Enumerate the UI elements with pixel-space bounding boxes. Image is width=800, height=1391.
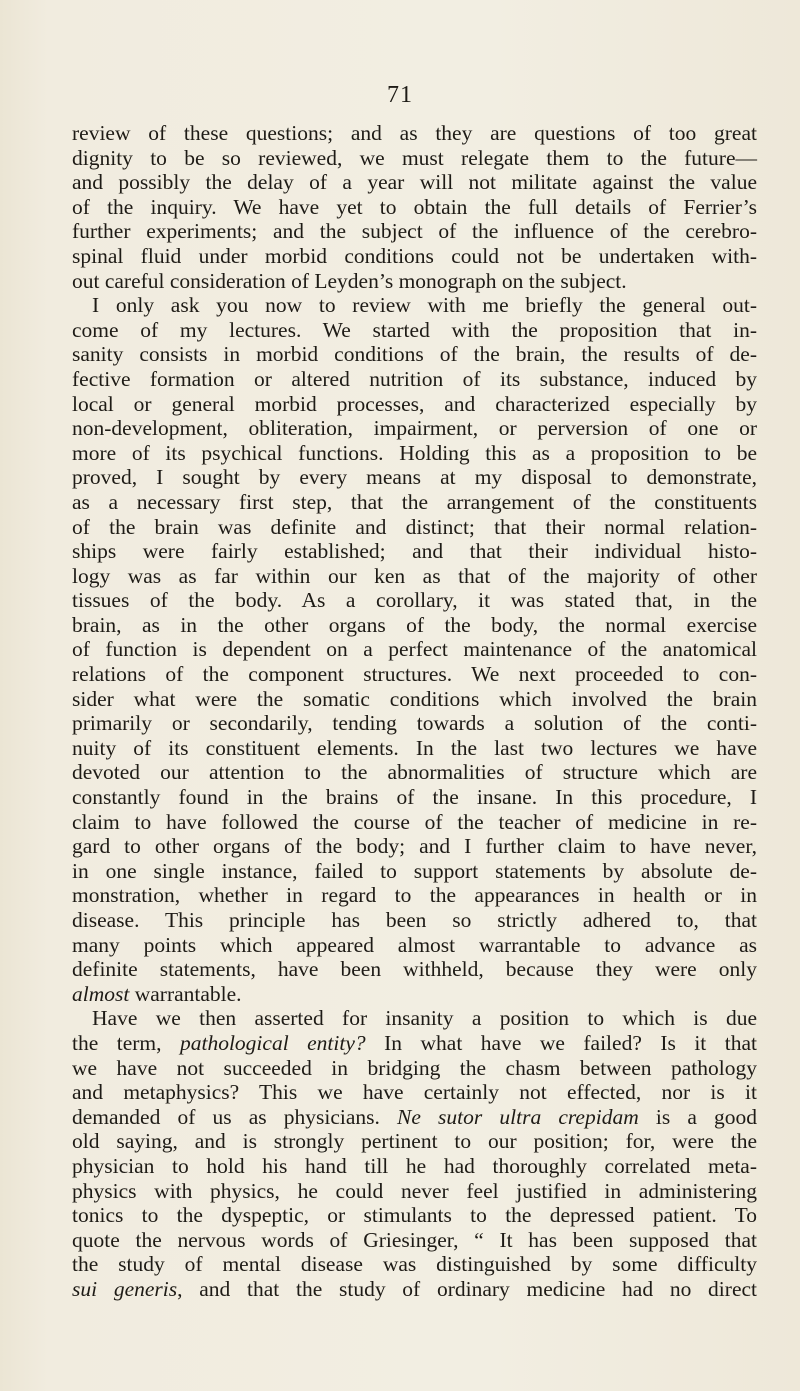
text-segment: of the brain was definite and distinct; that their normal relation- xyxy=(72,514,757,539)
text-segment: the term, xyxy=(72,1030,180,1055)
text-line xyxy=(72,1179,757,1204)
text-segment: dignity to be so reviewed, we must relegate them to the future— xyxy=(72,145,757,170)
page-number: 71 xyxy=(387,82,413,108)
text-segment: devoted our attention to the abnormalities of structure which are xyxy=(72,760,757,785)
text-segment: out careful consideration of Leyden’s monograph on the subject. xyxy=(72,268,627,293)
text-segment: further experiments; and the subject of the influence of the cerebro- xyxy=(72,219,757,244)
text-line xyxy=(72,269,757,294)
text-line xyxy=(72,146,757,171)
text-line xyxy=(72,588,757,613)
text-line xyxy=(72,1154,757,1179)
text-line xyxy=(72,711,757,736)
text-segment: tonics to the dyspeptic, or stimulants to the depressed patient. To xyxy=(72,1203,757,1228)
text-segment: , and that the study of ordinary medicine had no direct xyxy=(177,1276,757,1301)
text-line xyxy=(72,760,757,785)
text-segment: I only ask you now to review with me briefly the general out- xyxy=(92,293,757,318)
text-line xyxy=(72,465,757,490)
text-line xyxy=(72,416,757,441)
text-segment: constantly found in the brains of the insane. In this procedure, I xyxy=(72,785,757,810)
text-line xyxy=(72,883,757,908)
text-line xyxy=(72,662,757,687)
text-segment: as a necessary first step, that the arrangement of the constituents xyxy=(72,489,757,514)
text-segment: old saying, and is strongly pertinent to our position; for, were the xyxy=(72,1129,757,1154)
text-segment: definite statements, have been withheld, because they were only xyxy=(72,957,757,982)
text-segment: warrantable. xyxy=(129,981,242,1006)
text-line xyxy=(72,1105,757,1130)
text-segment: proved, I sought by every means at my disposal to demonstrate, xyxy=(72,465,757,490)
text-line xyxy=(72,219,757,244)
text-segment: and metaphysics? This we have certainly not effected, nor is it xyxy=(72,1080,757,1105)
text-line xyxy=(72,318,757,343)
text-line xyxy=(72,1006,757,1031)
text-line xyxy=(72,367,757,392)
text-line xyxy=(72,539,757,564)
text-segment: and possibly the delay of a year will not militate against the value xyxy=(72,170,757,195)
body-text xyxy=(72,121,757,1302)
text-segment: come of my lectures. We started with the proposition that in- xyxy=(72,317,757,342)
text-segment: demanded of us as physicians. xyxy=(72,1104,398,1129)
text-segment: disease. This principle has been so strictly adhered to, that xyxy=(72,908,757,932)
text-line xyxy=(72,908,757,933)
text-segment: non-development, obliteration, impairment, or perversion of one or xyxy=(72,416,757,441)
text-segment: of function is dependent on a perfect maintenance of the anatomical xyxy=(72,637,757,662)
text-segment: of the inquiry. We have yet to obtain the full details of Ferrier’s xyxy=(72,194,757,219)
text-segment: logy was as far within our ken as that of the majority of other xyxy=(72,563,757,588)
text-line xyxy=(72,810,757,835)
italic-text: almost xyxy=(72,981,130,1006)
text-line xyxy=(72,933,757,958)
text-segment: local or general morbid processes, and characterized especially by xyxy=(72,391,757,416)
text-line xyxy=(72,392,757,417)
text-line xyxy=(72,1252,757,1277)
text-segment: gard to other organs of the body; and I further claim to have never, xyxy=(72,834,757,859)
text-line xyxy=(72,342,757,367)
text-line xyxy=(72,293,757,318)
text-segment: fective formation or altered nutrition of its substance, induced by xyxy=(72,366,757,391)
text-segment: spinal fluid under morbid conditions could not be undertaken with- xyxy=(72,243,757,268)
text-segment: sanity consists in morbid conditions of the brain, the results of de- xyxy=(72,342,757,367)
italic-text: sui generis xyxy=(72,1276,178,1301)
text-segment: we have not succeeded in bridging the chasm between pathology xyxy=(72,1055,757,1080)
text-segment: brain, as in the other organs of the body, the normal exercise xyxy=(72,612,757,637)
text-segment: many points which appeared almost warrantable to advance as xyxy=(72,932,757,957)
italic-text: pathological entity? xyxy=(179,1030,366,1055)
text-segment: sider what were the somatic conditions which involved the brain xyxy=(72,686,757,711)
text-segment: primarily or secondarily, tending towards a solution of the conti- xyxy=(72,711,757,736)
text-line xyxy=(72,490,757,515)
text-segment: monstration, whether in regard to the appearances in health or in xyxy=(72,883,757,908)
text-line xyxy=(72,834,757,859)
text-line xyxy=(72,613,757,638)
text-line xyxy=(72,859,757,884)
text-line xyxy=(72,1228,757,1253)
text-line xyxy=(72,957,757,982)
text-segment: physics with physics, he could never feel justified in administering xyxy=(72,1178,757,1203)
text-segment: the study of mental disease was distinguished by some difficulty xyxy=(72,1252,757,1277)
text-segment: nuity of its constituent elements. In the last two lectures we have xyxy=(72,735,757,760)
text-line xyxy=(72,121,757,146)
text-line xyxy=(72,244,757,269)
text-line xyxy=(72,637,757,662)
text-segment: physician to hold his hand till he had thoroughly correlated meta- xyxy=(72,1153,757,1178)
text-segment: in one single instance, failed to support statements by absolute de- xyxy=(72,858,757,883)
text-segment: review of these questions; and as they are questions of too great xyxy=(72,121,757,145)
text-segment: ships were fairly established; and that their individual histo- xyxy=(72,539,757,564)
text-line xyxy=(72,195,757,220)
text-line xyxy=(72,170,757,195)
text-line xyxy=(72,982,757,1007)
text-line xyxy=(72,1056,757,1081)
text-line xyxy=(72,736,757,761)
text-line xyxy=(72,1203,757,1228)
text-segment: is a good xyxy=(638,1104,757,1129)
text-line xyxy=(72,1129,757,1154)
text-segment: In what have we failed? Is it that xyxy=(365,1030,757,1055)
text-line xyxy=(72,1277,757,1302)
text-line xyxy=(72,1031,757,1056)
text-segment: tissues of the body. As a corollary, it was stated that, in the xyxy=(72,588,757,613)
text-segment: relations of the component structures. We next proceeded to con- xyxy=(72,662,757,687)
text-line xyxy=(72,687,757,712)
text-line xyxy=(72,515,757,540)
text-line xyxy=(72,785,757,810)
text-line xyxy=(72,441,757,466)
italic-text: Ne sutor ultra crepidam xyxy=(397,1104,639,1129)
text-line xyxy=(72,1080,757,1105)
text-segment: quote the nervous words of Griesinger, “ It has been supposed that xyxy=(72,1227,757,1252)
text-segment: claim to have followed the course of the teacher of medicine in re- xyxy=(72,809,757,834)
text-segment: Have we then asserted for insanity a position to which is due xyxy=(92,1006,757,1031)
text-line xyxy=(72,564,757,589)
text-segment: more of its psychical functions. Holding this as a proposition to be xyxy=(72,440,757,465)
